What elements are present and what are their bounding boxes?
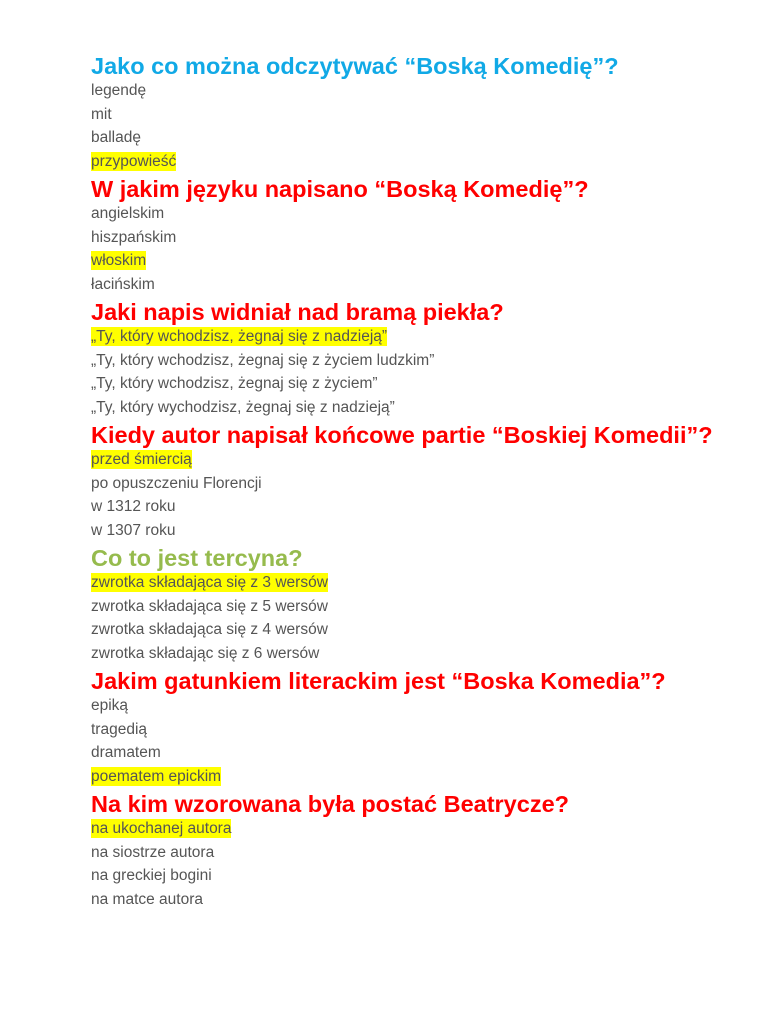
answer-text: zwrotka składająca się z 3 wersów (91, 574, 328, 591)
question-heading: Jaki napis widniał nad bramą piekła? (91, 299, 504, 325)
answer-option (91, 841, 731, 865)
correct-answer (91, 817, 731, 841)
answer-list (91, 448, 731, 542)
question-block (91, 665, 731, 788)
answer-text: mit (91, 105, 112, 123)
answer-list (91, 694, 731, 788)
answer-option (91, 495, 731, 519)
question-block (91, 173, 731, 296)
answer-text: przypowieść (91, 152, 177, 170)
question-heading: Kiedy autor napisał końcowe partie “Boskiej Komedii”? (91, 422, 713, 448)
answer-list (91, 202, 731, 296)
answer-text: zwrotka składająca się z 4 wersów (91, 621, 328, 638)
question-heading: Na kim wzorowana była postać Beatrycze? (91, 791, 569, 817)
answer-list (91, 325, 731, 419)
answer-option (91, 618, 731, 642)
answer-option (91, 372, 731, 396)
answer-option (91, 273, 731, 297)
answer-option (91, 519, 731, 543)
answer-text: na siostrze autora (91, 843, 215, 861)
answer-option (91, 396, 731, 420)
answer-text: „Ty, który wchodzisz, żegnaj się z nadzieją” (91, 328, 388, 345)
answer-text: włoskim (91, 252, 147, 269)
correct-answer (91, 765, 731, 789)
answer-option (91, 349, 731, 373)
answer-text: legendę (91, 82, 147, 99)
answer-option (91, 202, 731, 226)
answer-text: na matce autora (91, 890, 204, 908)
answer-option (91, 79, 731, 103)
answer-text: „Ty, który wchodzisz, żegnaj się z życiem ludzkim” (91, 351, 435, 369)
answer-option (91, 864, 731, 888)
correct-answer (91, 325, 731, 349)
answer-option (91, 126, 731, 150)
answer-text: przed śmiercią (91, 451, 192, 468)
question-block (91, 788, 731, 911)
answer-option (91, 888, 731, 912)
question-heading: Co to jest tercyna? (91, 545, 303, 571)
answer-text: w 1312 roku (91, 498, 176, 515)
question-block (91, 50, 731, 173)
question-block (91, 419, 731, 542)
question-heading: Jako co można odczytywać “Boską Komedię”? (91, 53, 619, 79)
correct-answer (91, 150, 731, 174)
correct-answer (91, 571, 731, 595)
answer-option (91, 642, 731, 666)
quiz-document (91, 50, 731, 911)
answer-option (91, 103, 731, 127)
answer-option (91, 741, 731, 765)
answer-list (91, 79, 731, 173)
answer-text: łacińskim (91, 275, 155, 293)
question-heading: W jakim języku napisano “Boską Komedię”? (91, 176, 589, 202)
answer-text: angielskim (91, 205, 165, 222)
answer-text: po opuszczeniu Florencji (91, 474, 262, 492)
answer-text: balladę (91, 129, 141, 146)
question-heading: Jakim gatunkiem literackim jest “Boska Komedia”? (91, 668, 666, 694)
correct-answer (91, 249, 731, 273)
answer-text: zwrotka składając się z 6 wersów (91, 644, 320, 662)
answer-option (91, 472, 731, 496)
question-block (91, 542, 731, 665)
answer-option (91, 718, 731, 742)
answer-text: zwrotka składająca się z 5 wersów (91, 597, 328, 615)
answer-text: poematem epickim (91, 767, 222, 785)
answer-text: hiszpańskim (91, 228, 177, 246)
answer-text: dramatem (91, 744, 161, 761)
answer-text: na ukochanej autora (91, 820, 232, 837)
answer-list (91, 817, 731, 911)
question-block (91, 296, 731, 419)
answer-list (91, 571, 731, 665)
answer-text: na greckiej bogini (91, 867, 212, 884)
answer-option (91, 226, 731, 250)
answer-text: „Ty, który wychodzisz, żegnaj się z nadzieją” (91, 398, 395, 416)
answer-text: epiką (91, 697, 129, 714)
answer-text: w 1307 roku (91, 521, 176, 539)
answer-option (91, 694, 731, 718)
answer-text: tragedią (91, 720, 148, 738)
correct-answer (91, 448, 731, 472)
answer-text: „Ty, który wchodzisz, żegnaj się z życiem” (91, 375, 378, 392)
answer-option (91, 595, 731, 619)
